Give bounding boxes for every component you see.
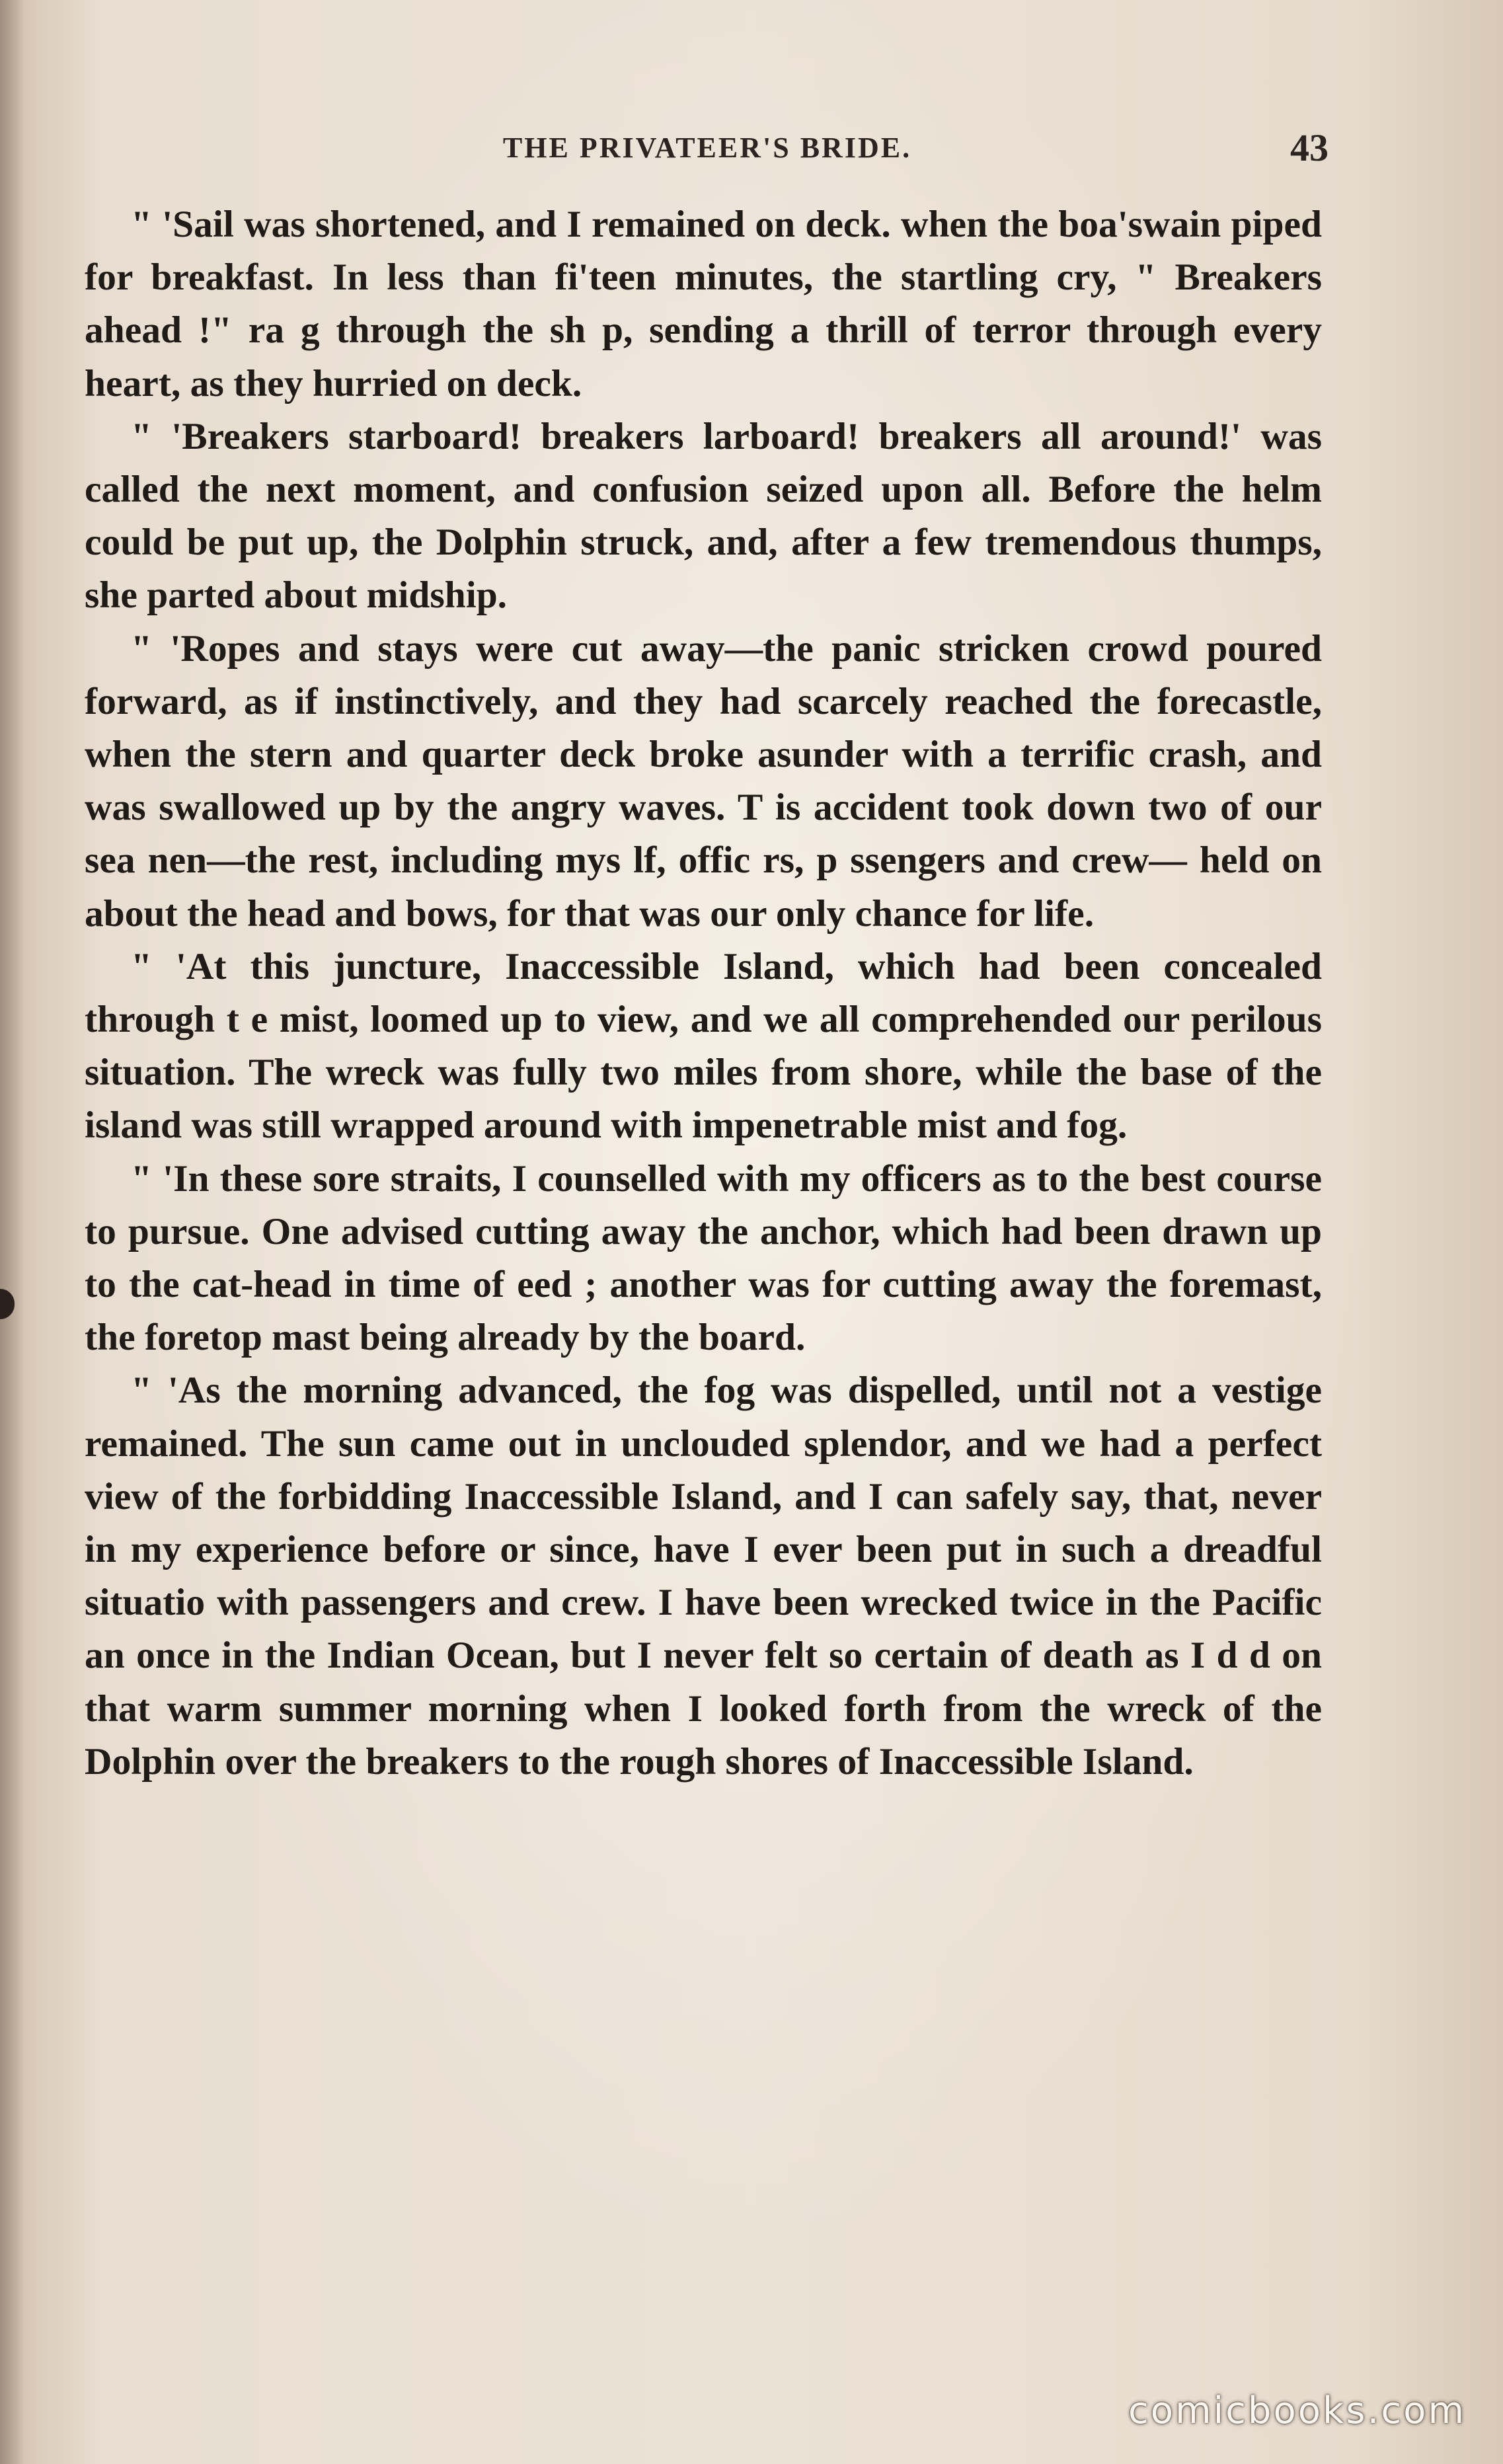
running-head: THE PRIVATEER'S BRIDE. xyxy=(502,132,912,164)
paragraph: " 'Ropes and stays were cut away—the panic stricken crowd poured forward, as if instinctively, and they had scarcely reached the forecastle, when the stern and quarter deck broke asunder with a terrific crash, and was swallowed up by the angry waves. T is accident took down two of our sea nen—the rest, including mys lf, offic rs, p ssengers and crew— held on about the head and bows, for that was our only chance for life. xyxy=(85,627,1322,935)
watermark: comicbooks.com xyxy=(1128,2389,1466,2432)
paragraph: " 'As the morning advanced, the fog was dispelled, until not a vestige remained. The sun came out in unclouded splendor, and we had a perfect view of the forbidding Inaccessible Island, and I can safely say, that, never in my experience before or since, have I ever been put in such a dreadful situatio with passengers and crew. I have been wrecked twice in the Pacific an once in the Indian Ocean, but I never felt so certain of death as I d d on that warm summer morning when I looked forth from the wreck of the Dolphin over the breakers to the rough shores of Inaccessible Island. xyxy=(85,1369,1322,1783)
paragraph: " 'Sail was shortened, and I remained on deck. when the boa'swain piped for breakfast. In less than fi'teen minutes, the startling cry, " Breakers ahead !" ra g through the sh p, sending a thrill of terror through every heart, as they hurried on deck. xyxy=(85,204,1322,404)
body-text xyxy=(85,198,1322,1789)
paragraph: " 'At this juncture, Inaccessible Island, which had been concealed through t e mist, loomed up to view, and we all comprehended our perilous situation. The wreck was fully two miles from shore, while the base of the island was still wrapped around with impenetrable mist and fog. xyxy=(85,945,1322,1147)
page-number: 43 xyxy=(1290,126,1329,169)
paragraph: " 'Breakers starboard! breakers larboard! breakers all around!' was called the next moment, and confusion seized upon all. Before the helm could be put up, the Dolphin struck, and, after a few tremendous thumps, she parted about midship. xyxy=(85,415,1322,617)
page-header xyxy=(86,126,1329,177)
paragraph: " 'In these sore straits, I counselled with my officers as to the best course to pursue. One advised cutting away the anchor, which had been drawn up to the cat-head in time of eed ; another was for cutting away the foremast, the foretop mast being already by the board. xyxy=(85,1157,1322,1359)
page-edge-shadow xyxy=(0,0,24,2464)
